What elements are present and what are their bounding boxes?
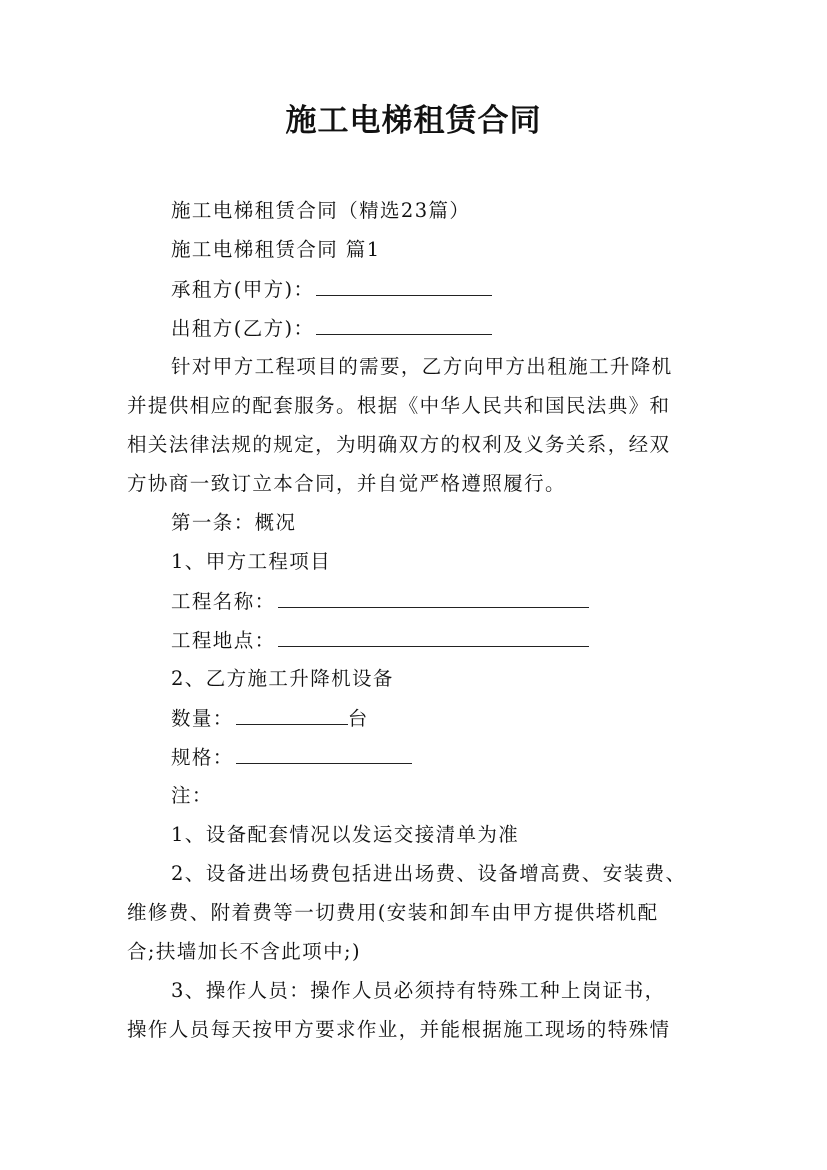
note-item: 3、操作人员：操作人员必须持有特殊工种上岗证书，	[171, 979, 666, 1002]
spec-blank	[236, 743, 412, 764]
project-name-field	[171, 587, 589, 616]
quantity-label: 数量：	[171, 707, 234, 730]
project-location-blank	[278, 626, 589, 647]
quantity-unit: 台	[347, 707, 369, 730]
section-heading: 施工电梯租赁合同 篇1	[171, 238, 381, 261]
spec-label: 规格：	[171, 746, 234, 769]
list-item: 1、甲方工程项目	[171, 550, 332, 573]
lessee-field	[171, 275, 492, 304]
paragraph-line: 针对甲方工程项目的需要，乙方向甲方出租施工升降机	[171, 355, 673, 378]
note-heading: 注：	[171, 784, 213, 807]
lessor-field	[171, 314, 492, 343]
lessor-label: 出租方(乙方)：	[171, 317, 315, 340]
lessee-label: 承租方(甲方)：	[171, 278, 315, 301]
project-location-field	[171, 626, 589, 655]
note-item: 2、设备进出场费包括进出场费、设备增高费、安装费、	[171, 862, 687, 885]
document-title: 施工电梯租赁合同	[285, 103, 542, 139]
contract-heading: 施工电梯租赁合同（精选23篇）	[171, 199, 471, 222]
paragraph-line: 操作人员每天按甲方要求作业，并能根据施工现场的特殊情	[127, 1018, 671, 1041]
project-name-label: 工程名称：	[171, 590, 276, 613]
spec-field	[171, 743, 412, 772]
paragraph-line: 维修费、附着费等一切费用(安装和卸车由甲方提供塔机配	[127, 901, 659, 924]
lessee-blank	[316, 275, 492, 296]
paragraph-line: 并提供相应的配套服务。根据《中华人民共和国民法典》和	[127, 394, 671, 417]
project-name-blank	[278, 587, 589, 608]
paragraph-line: 相关法律法规的规定，为明确双方的权利及义务关系，经双	[127, 433, 671, 456]
list-item: 2、乙方施工升降机设备	[171, 667, 394, 690]
project-location-label: 工程地点：	[171, 629, 276, 652]
article-heading: 第一条：概况	[171, 511, 297, 534]
quantity-field	[171, 704, 369, 733]
lessor-blank	[316, 314, 492, 335]
quantity-blank	[236, 704, 348, 725]
paragraph-line: 方协商一致订立本合同，并自觉严格遵照履行。	[127, 472, 566, 495]
paragraph-line: 合;扶墙加长不含此项中;)	[127, 940, 361, 963]
note-item: 1、设备配套情况以发运交接清单为准	[171, 823, 520, 846]
